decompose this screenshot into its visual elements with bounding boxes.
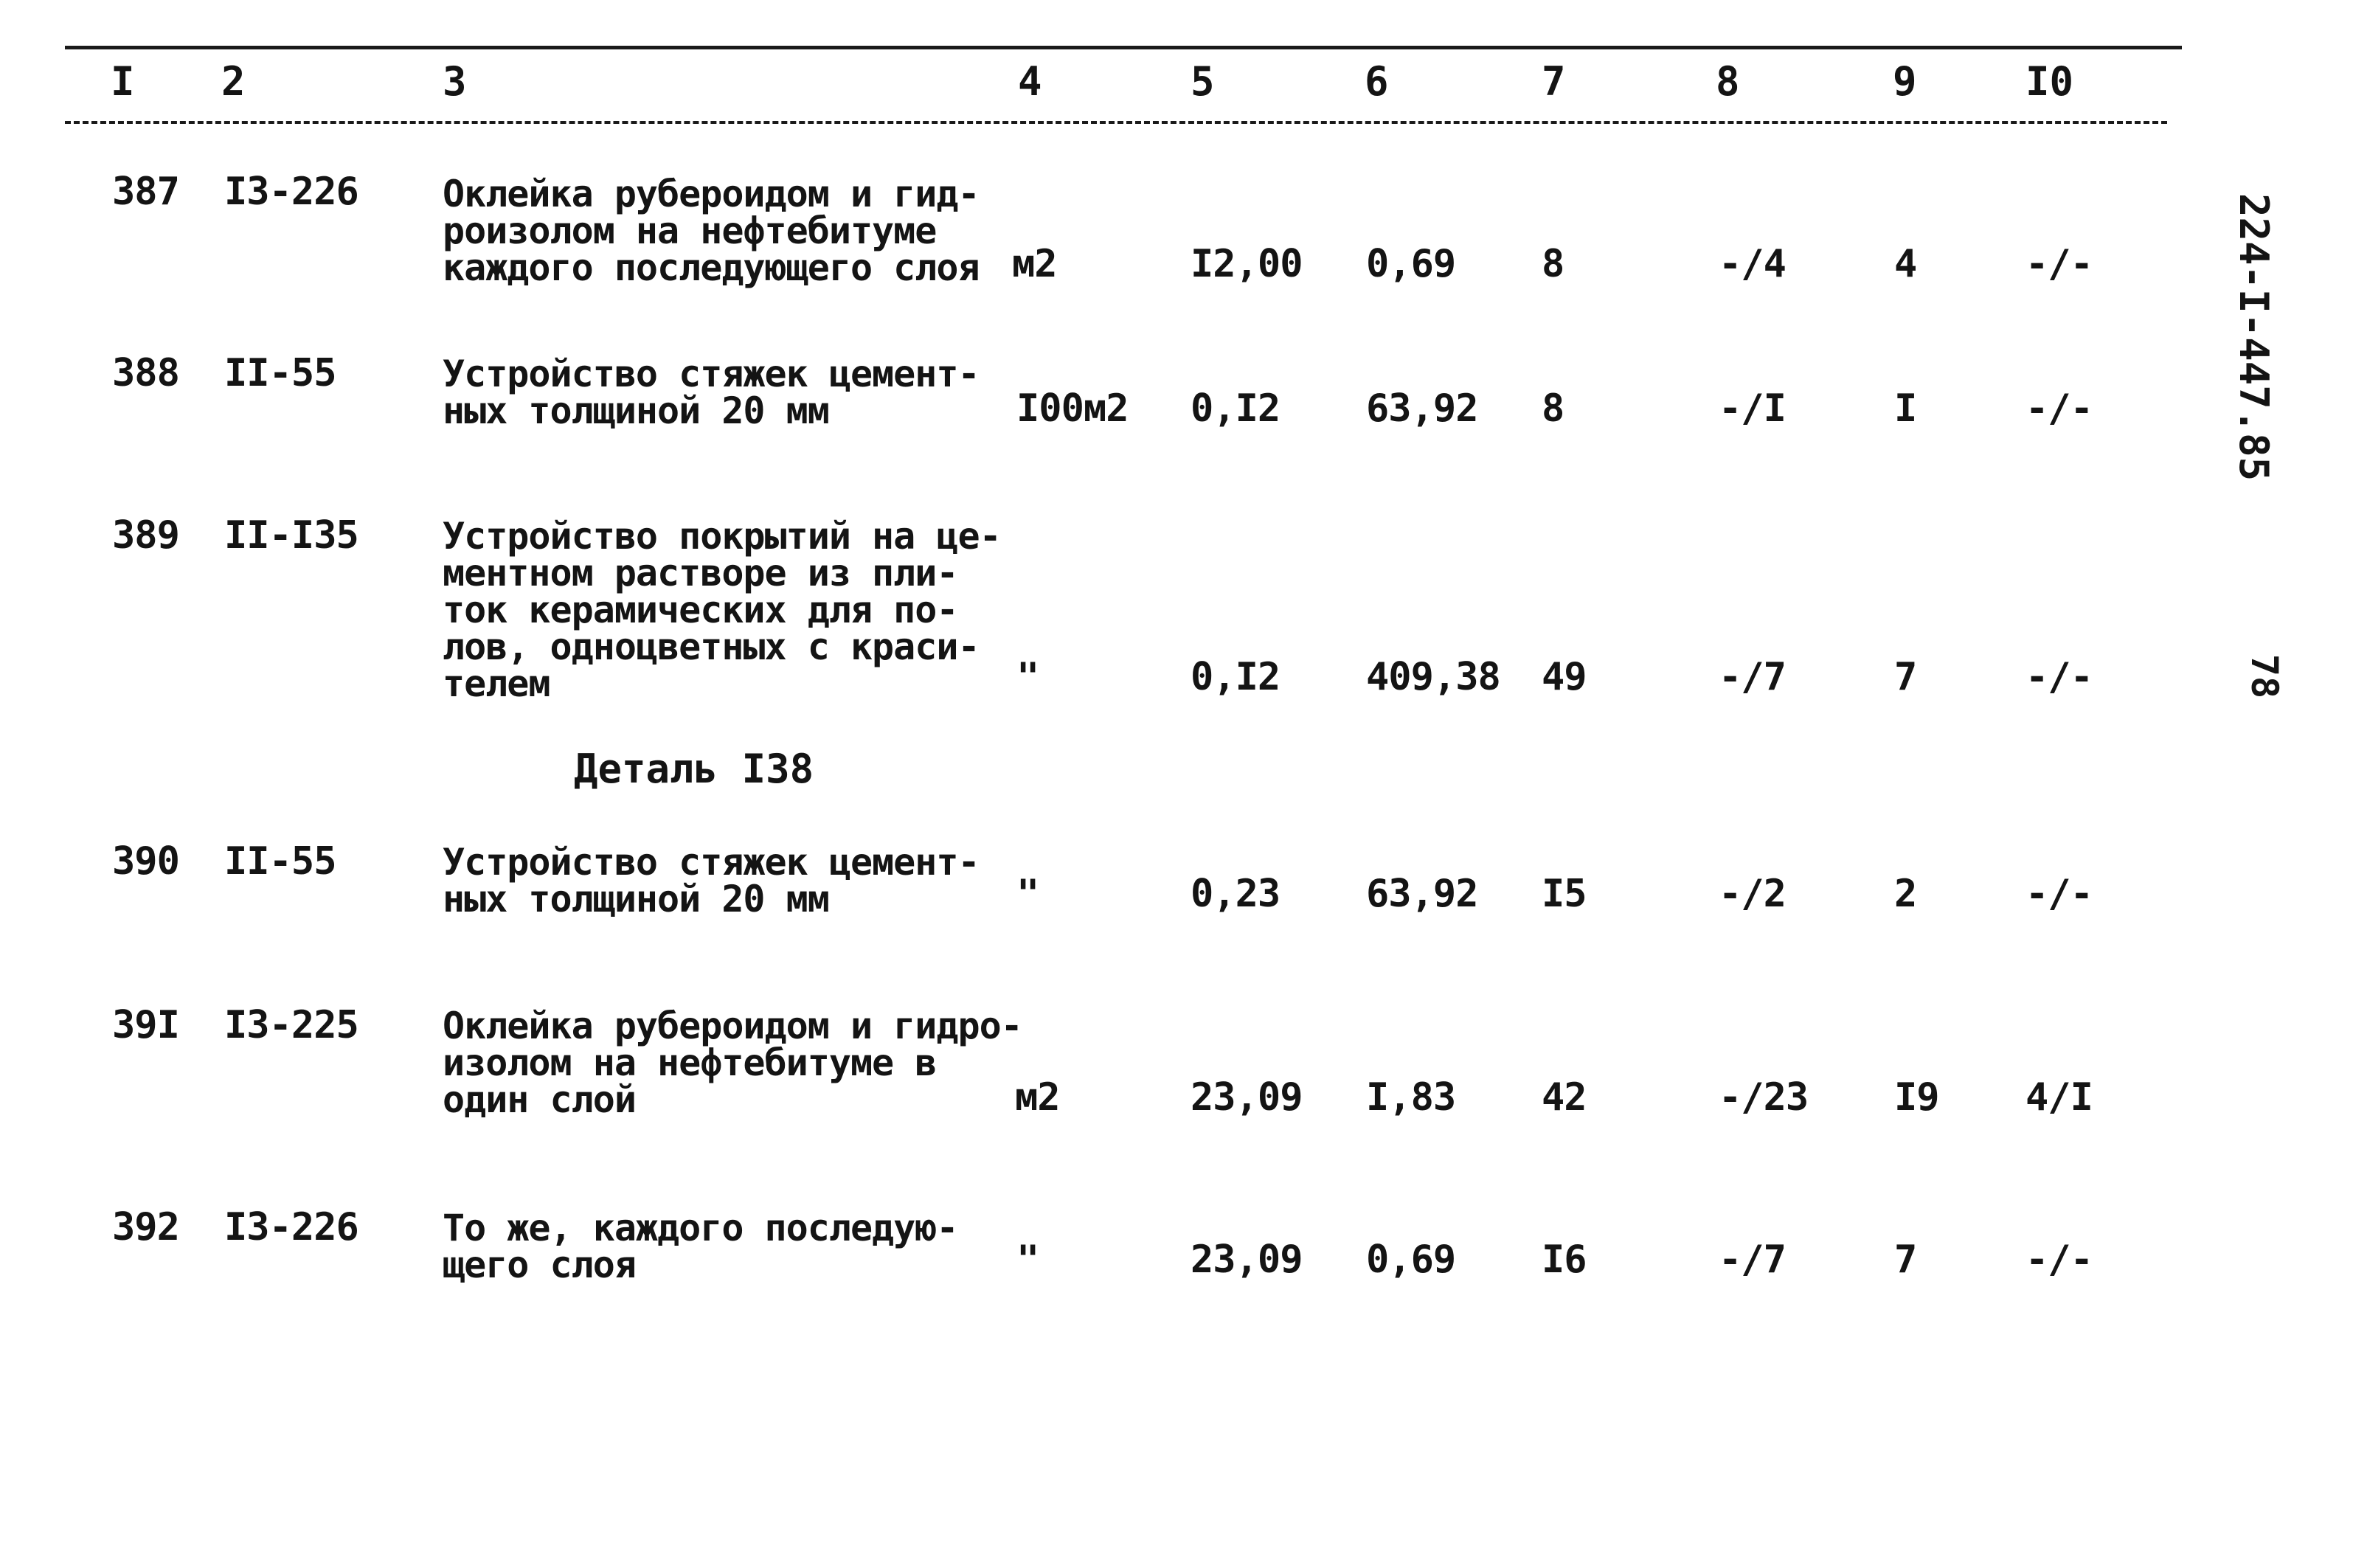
work-description: Устройство стяжек цемент- ных толщиной 20 мм xyxy=(443,841,980,920)
subsection-title: Деталь I38 xyxy=(574,746,814,792)
row-number: 390 xyxy=(112,839,179,884)
col-8-value: -/2 xyxy=(1719,872,1786,916)
header-col-10: I0 xyxy=(2025,58,2074,105)
rate-code: I3-226 xyxy=(224,1205,358,1249)
col-9-value: 4 xyxy=(1894,242,1917,286)
col-8-value: -/4 xyxy=(1719,242,1786,286)
col-10-value: -/- xyxy=(2025,655,2093,699)
work-description: То же, каждого последую- щего слоя xyxy=(443,1207,958,1286)
work-description: Оклейка рубероидом и гид- роизолом на нефтебитуме каждого последующего слоя xyxy=(443,173,980,289)
col-9-value: 7 xyxy=(1894,655,1917,699)
header-col-4: 4 xyxy=(1018,58,1042,105)
work-description: Оклейка рубероидом и гидро- изолом на нефтебитуме в один слой xyxy=(443,1005,1022,1121)
unit: м2 xyxy=(1012,242,1057,286)
top-rule xyxy=(65,46,2182,49)
header-col-2: 2 xyxy=(221,58,246,105)
row-number: 387 xyxy=(112,170,179,214)
unit: " xyxy=(1016,1238,1039,1282)
header-col-5: 5 xyxy=(1191,58,1215,105)
col-8-value: -/7 xyxy=(1719,655,1786,699)
row-number: 392 xyxy=(112,1205,179,1249)
unit-price: 63,92 xyxy=(1366,386,1478,431)
col-10-value: -/- xyxy=(2025,1238,2093,1282)
rate-code: I3-226 xyxy=(224,170,358,214)
total: I6 xyxy=(1542,1238,1587,1282)
rate-code: II-I35 xyxy=(224,513,358,558)
row-number: 388 xyxy=(112,351,179,395)
work-description: Устройство покрытий на це- ментном растворе из пли- ток керамических для по- лов, одноцветных с краси- телем xyxy=(443,515,1001,705)
col-8-value: -/I xyxy=(1719,386,1786,431)
header-col-6: 6 xyxy=(1365,58,1389,105)
col-9-value: 2 xyxy=(1894,872,1917,916)
col-10-value: -/- xyxy=(2025,872,2093,916)
document-code: 224-I-447.85 xyxy=(2231,193,2277,482)
col-8-value: -/23 xyxy=(1719,1075,1809,1120)
unit: " xyxy=(1016,872,1039,916)
unit-price: 0,69 xyxy=(1366,1238,1456,1282)
unit-price: 409,38 xyxy=(1366,655,1500,699)
row-number: 39I xyxy=(112,1003,179,1047)
header-col-1: I xyxy=(111,58,135,105)
col-10-value: -/- xyxy=(2025,242,2093,286)
quantity: 0,I2 xyxy=(1191,386,1281,431)
col-10-value: -/- xyxy=(2025,386,2093,431)
unit: I00м2 xyxy=(1016,386,1129,431)
page-number: 78 xyxy=(2243,653,2287,699)
quantity: 23,09 xyxy=(1191,1075,1303,1120)
col-9-value: 7 xyxy=(1894,1238,1917,1282)
rate-code: I3-225 xyxy=(224,1003,358,1047)
total: 42 xyxy=(1542,1075,1587,1120)
total: 8 xyxy=(1542,242,1564,286)
rate-code: II-55 xyxy=(224,839,336,884)
work-description: Устройство стяжек цемент- ных толщиной 20 мм xyxy=(443,353,980,432)
row-number: 389 xyxy=(112,513,179,558)
header-col-3: 3 xyxy=(443,58,467,105)
header-col-7: 7 xyxy=(1542,58,1566,105)
quantity: 23,09 xyxy=(1191,1238,1303,1282)
unit: м2 xyxy=(1015,1075,1060,1120)
total: I5 xyxy=(1542,872,1587,916)
unit-price: I,83 xyxy=(1366,1075,1456,1120)
col-9-value: I9 xyxy=(1894,1075,1939,1120)
rate-code: II-55 xyxy=(224,351,336,395)
header-col-8: 8 xyxy=(1716,58,1740,105)
quantity: I2,00 xyxy=(1191,242,1303,286)
header-col-9: 9 xyxy=(1893,58,1917,105)
col-9-value: I xyxy=(1894,386,1917,431)
total: 8 xyxy=(1542,386,1564,431)
total: 49 xyxy=(1542,655,1587,699)
quantity: 0,23 xyxy=(1191,872,1281,916)
unit-price: 0,69 xyxy=(1366,242,1456,286)
unit-price: 63,92 xyxy=(1366,872,1478,916)
quantity: 0,I2 xyxy=(1191,655,1281,699)
header-rule xyxy=(65,121,2167,124)
col-10-value: 4/I xyxy=(2025,1075,2093,1120)
col-8-value: -/7 xyxy=(1719,1238,1786,1282)
unit: " xyxy=(1016,655,1039,699)
